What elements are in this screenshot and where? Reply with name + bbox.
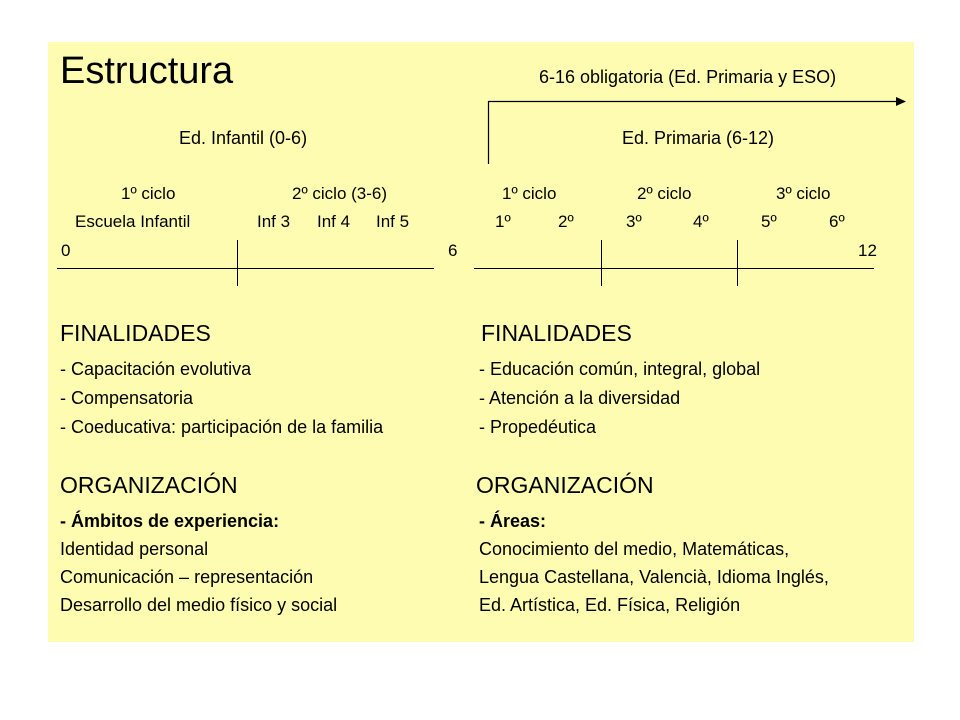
age-label-end: 12 [858, 241, 877, 260]
course-primaria-4: 4º [693, 212, 709, 231]
timeline-tick-primaria-2 [737, 240, 738, 286]
finalidad-infantil-item: - Coeducativa: participación de la familia [60, 417, 384, 437]
organizacion-primaria-item: Conocimiento del medio, Matemáticas, [479, 539, 790, 559]
finalidad-primaria-item: - Educación común, integral, global [479, 359, 761, 379]
course-inf5: Inf 5 [376, 212, 410, 231]
finalidades-heading-infantil: FINALIDADES [60, 320, 211, 346]
organizacion-infantil-item: Identidad personal [60, 539, 209, 559]
cycle-primaria-1: 1º ciclo [502, 184, 557, 203]
timeline-tick-infantil [237, 240, 238, 286]
organizacion-primaria-subheading: - Áreas: [479, 511, 547, 531]
course-primaria-2: 2º [558, 212, 574, 231]
organizacion-primaria-item: Lengua Castellana, Valencià, Idioma Inglés, [479, 567, 829, 587]
finalidad-primaria-item: - Propedéutica [479, 417, 597, 437]
organizacion-infantil-subheading: - Ámbitos de experiencia: [60, 511, 280, 531]
age-label-start: 0 [61, 241, 71, 260]
course-primaria-1: 1º [495, 212, 511, 231]
mandatory-note: 6-16 obligatoria (Ed. Primaria y ESO) [539, 67, 837, 87]
course-primaria-5: 5º [761, 212, 777, 231]
finalidad-infantil-item: - Capacitación evolutiva [60, 359, 252, 379]
slide-title: Estructura [60, 50, 234, 92]
cycle-primaria-3: 3º ciclo [776, 184, 831, 203]
organizacion-infantil-item: Comunicación – representación [60, 567, 314, 587]
course-escuela-infantil: Escuela Infantil [75, 212, 191, 231]
course-inf4: Inf 4 [317, 212, 351, 231]
cycle-primaria-2: 2º ciclo [637, 184, 692, 203]
age-label-mid: 6 [448, 241, 458, 260]
course-primaria-6: 6º [829, 212, 845, 231]
organizacion-infantil-item: Desarrollo del medio físico y social [60, 595, 338, 615]
cycle-infantil-2: 2º ciclo (3-6) [292, 184, 388, 203]
finalidades-heading-primaria: FINALIDADES [481, 320, 632, 346]
organizacion-heading-infantil: ORGANIZACIÓN [60, 472, 238, 498]
timeline-tick-primaria-1 [601, 240, 602, 286]
cycle-infantil-1: 1º ciclo [121, 184, 176, 203]
stage-label-infantil: Ed. Infantil (0-6) [179, 128, 308, 148]
organizacion-primaria-item: Ed. Artística, Ed. Física, Religión [479, 595, 741, 615]
finalidad-infantil-item: - Compensatoria [60, 388, 194, 408]
stage-label-primaria: Ed. Primaria (6-12) [622, 128, 775, 148]
organizacion-heading-primaria: ORGANIZACIÓN [476, 472, 654, 498]
timeline-infantil [57, 268, 434, 269]
finalidad-primaria-item: - Atención a la diversidad [479, 388, 681, 408]
course-inf3: Inf 3 [257, 212, 291, 231]
course-primaria-3: 3º [626, 212, 642, 231]
timeline-primaria [474, 268, 874, 269]
